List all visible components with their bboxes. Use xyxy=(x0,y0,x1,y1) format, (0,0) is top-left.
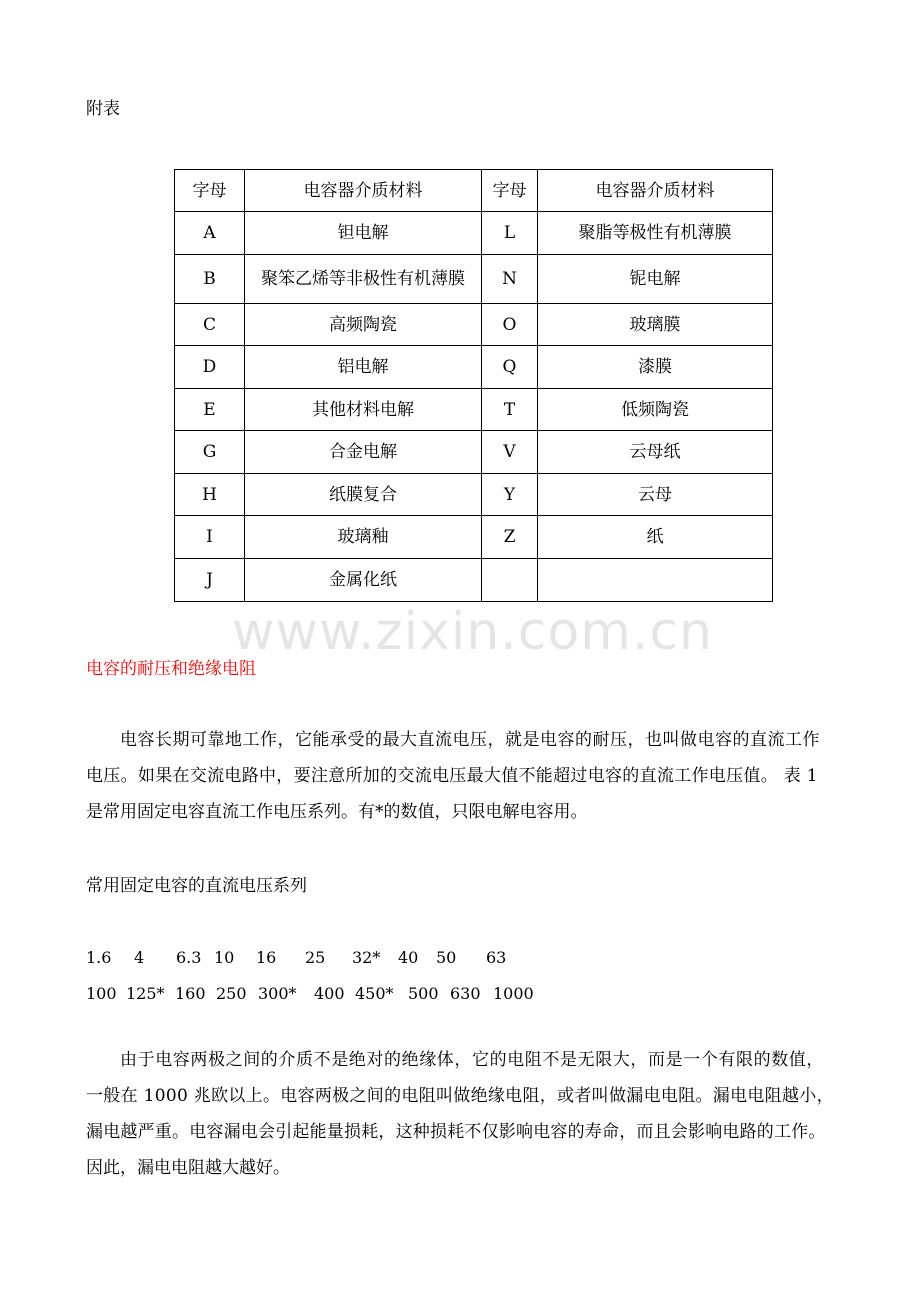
material-cell: 铌电解 xyxy=(538,255,773,304)
table-row xyxy=(175,304,773,346)
voltage-value: 25 xyxy=(305,948,326,967)
material-cell: 聚脂等极性有机薄膜 xyxy=(538,212,773,255)
material-cell: 高频陶瓷 xyxy=(245,304,482,346)
voltage-value: 160 xyxy=(175,984,206,1003)
material-cell: 玻璃膜 xyxy=(538,304,773,346)
voltage-value: 32* xyxy=(352,948,381,967)
letter-cell: J xyxy=(175,559,245,602)
paragraph-line: 电容长期可靠地工作，它能承受的最大直流电压，就是电容的耐压，也叫做电容的直流工作 xyxy=(120,730,820,750)
letter-cell: A xyxy=(175,212,245,255)
material-cell: 合金电解 xyxy=(245,431,482,474)
voltage-value: 450* xyxy=(355,984,394,1003)
voltage-series-row xyxy=(86,948,586,968)
header-letter: 字母 xyxy=(175,170,245,212)
letter-cell xyxy=(482,559,538,602)
table-header-row xyxy=(175,170,773,212)
header-material: 电容器介质材料 xyxy=(538,170,773,212)
voltage-value: 125* xyxy=(126,984,165,1003)
letter-cell: G xyxy=(175,431,245,474)
letter-cell: Y xyxy=(482,474,538,516)
material-cell: 低频陶瓷 xyxy=(538,389,773,431)
paragraph-line: 电压。如果在交流电路中，要注意所加的交流电压最大值不能超过电容的直流工作电压值。 表 1 xyxy=(86,766,818,786)
voltage-value: 1.6 xyxy=(86,948,112,967)
watermark: www.zixin.com.cn xyxy=(232,602,713,662)
letter-cell: I xyxy=(175,516,245,559)
material-cell: 云母 xyxy=(538,474,773,516)
voltage-series-title: 常用固定电容的直流电压系列 xyxy=(86,876,307,896)
voltage-value: 4 xyxy=(134,948,145,967)
table-row xyxy=(175,255,773,304)
header-letter: 字母 xyxy=(482,170,538,212)
paragraph-line: 一般在 1000 兆欧以上。电容两极之间的电阻叫做绝缘电阻，或者叫做漏电电阻。漏电电阻越小， xyxy=(86,1086,834,1106)
material-cell xyxy=(538,559,773,602)
voltage-value: 500 xyxy=(408,984,439,1003)
material-cell: 其他材料电解 xyxy=(245,389,482,431)
voltage-value: 400 xyxy=(314,984,345,1003)
voltage-value: 10 xyxy=(214,948,235,967)
letter-cell: N xyxy=(482,255,538,304)
letter-cell: E xyxy=(175,389,245,431)
material-cell: 纸 xyxy=(538,516,773,559)
voltage-series-row xyxy=(86,984,586,1004)
letter-cell: T xyxy=(482,389,538,431)
paragraph-line: 由于电容两极之间的介质不是绝对的绝缘体，它的电阻不是无限大，而是一个有限的数值， xyxy=(120,1050,824,1070)
letter-cell: H xyxy=(175,474,245,516)
material-cell: 聚笨乙烯等非极性有机薄膜 xyxy=(245,255,482,304)
dielectric-material-table xyxy=(174,169,773,602)
voltage-value: 100 xyxy=(86,984,117,1003)
voltage-value: 50 xyxy=(436,948,457,967)
table-row xyxy=(175,431,773,474)
table-row xyxy=(175,346,773,389)
table-row xyxy=(175,474,773,516)
paragraph-line: 是常用固定电容直流工作电压系列。有*的数值，只限电解电容用。 xyxy=(86,802,588,822)
voltage-value: 1000 xyxy=(493,984,534,1003)
voltage-value: 300* xyxy=(258,984,297,1003)
table-row xyxy=(175,212,773,255)
voltage-value: 6.3 xyxy=(176,948,202,967)
table-row xyxy=(175,559,773,602)
letter-cell: V xyxy=(482,431,538,474)
section-heading: 电容的耐压和绝缘电阻 xyxy=(86,659,256,679)
letter-cell: Z xyxy=(482,516,538,559)
appendix-title: 附表 xyxy=(86,99,120,119)
voltage-value: 250 xyxy=(216,984,247,1003)
material-cell: 金属化纸 xyxy=(245,559,482,602)
material-cell: 纸膜复合 xyxy=(245,474,482,516)
paragraph-line: 漏电越严重。电容漏电会引起能量损耗，这种损耗不仅影响电容的寿命，而且会影响电路的工作。 xyxy=(86,1122,826,1142)
voltage-value: 630 xyxy=(450,984,481,1003)
letter-cell: C xyxy=(175,304,245,346)
material-cell: 漆膜 xyxy=(538,346,773,389)
voltage-value: 40 xyxy=(398,948,419,967)
letter-cell: L xyxy=(482,212,538,255)
header-material: 电容器介质材料 xyxy=(245,170,482,212)
table-row xyxy=(175,389,773,431)
paragraph-line: 因此，漏电电阻越大越好。 xyxy=(86,1158,290,1178)
letter-cell: B xyxy=(175,255,245,304)
material-cell: 钽电解 xyxy=(245,212,482,255)
letter-cell: D xyxy=(175,346,245,389)
voltage-value: 16 xyxy=(256,948,277,967)
table-row xyxy=(175,516,773,559)
letter-cell: O xyxy=(482,304,538,346)
material-cell: 玻璃釉 xyxy=(245,516,482,559)
voltage-value: 63 xyxy=(486,948,507,967)
letter-cell: Q xyxy=(482,346,538,389)
material-cell: 铝电解 xyxy=(245,346,482,389)
material-cell: 云母纸 xyxy=(538,431,773,474)
